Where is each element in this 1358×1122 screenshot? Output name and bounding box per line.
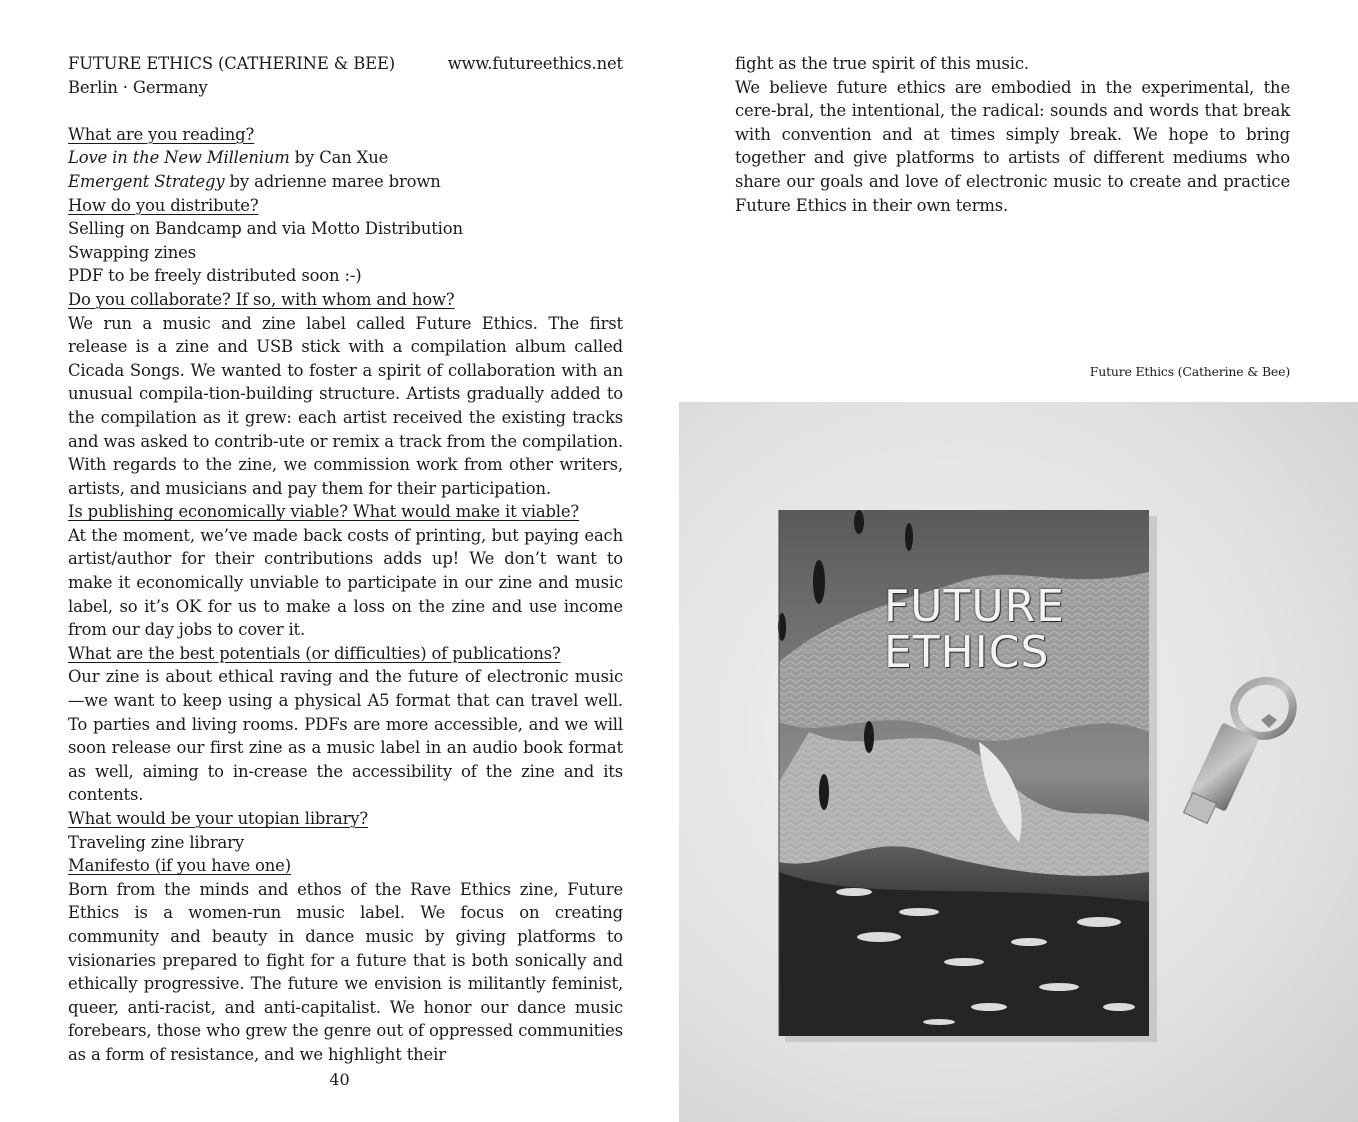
photo-caption: Future Ethics (Catherine & Bee) — [1089, 364, 1290, 379]
usb-key — [1184, 681, 1293, 824]
answer-potentials: Our zine is about ethical raving and the future of electronic music—we want to keep using a physical A5 format that can travel well. To parties and living rooms. PDFs are more accessible, and we will soon release our first zine as a music label in an audio book format as well, aiming to in-crease the accessibility of the zine and its contents. — [68, 667, 623, 805]
right-page — [679, 0, 1358, 1122]
zine-cover-title — [884, 581, 1065, 678]
answer-distribute-1: Selling on Bandcamp and via Motto Distribution — [68, 219, 463, 239]
book-1-author: by Can Xue — [289, 148, 389, 168]
answer-collaborate: We run a music and zine label called Future Ethics. The first release is a zine and USB stick with a compilation album called Cicada Songs. We wanted to foster a spirit of collaboration with an unusual compila-tion-building structure. Artists gradually added to the compilation as it grew: each artist received the existing tracks and was asked to contrib-ute or remix a track from the compilation. With regards to the zine, we commission work from other writers, artists, and musicians and pay them for their participation. — [68, 313, 623, 498]
answer-viable: At the moment, we’ve made back costs of printing, but paying each artist/author for their contributions adds up! We don’t want to make it economically unviable to participate in our zine and music label, so it’s OK for us to make a loss on the zine and use income from our day jobs to cover it. — [68, 525, 623, 640]
answer-distribute-2: Swapping zines — [68, 242, 196, 262]
question-utopian: What would be your utopian library? — [68, 809, 369, 828]
page-header — [68, 52, 623, 76]
location: Berlin · Germany — [68, 77, 208, 97]
answer-utopian: Traveling zine library — [68, 832, 244, 852]
page-number: 40 — [329, 1070, 350, 1089]
cover-title-line-2: ETHICS — [884, 627, 1050, 678]
interview-text — [68, 52, 623, 1067]
book-2-author: by adrienne maree brown — [224, 171, 441, 191]
header-name: FUTURE ETHICS (CATHERINE & BEE) — [68, 54, 396, 73]
question-collaborate: Do you collaborate? If so, with whom and how? — [68, 289, 455, 309]
manifesto-paragraph: We believe future ethics are embodied in the experimental, the cere-bral, the intentional, the radical: sounds and words that break with convention and at times simply break. We hope to bring together and give platforms to artists of different mediums who share our goals and love of electronic music to create and practice Future Ethics in their own terms. — [735, 77, 1290, 215]
question-potentials: What are the best potentials (or difficulties) of publications? — [68, 643, 561, 663]
zine-and-usb-illustration — [679, 402, 1358, 1122]
answer-book-2 — [68, 170, 623, 194]
header-url: www.futureethics.net — [447, 54, 623, 73]
question-reading: What are you reading? — [68, 124, 255, 144]
question-manifesto: Manifesto (if you have one) — [68, 856, 291, 876]
manifesto-continued — [735, 52, 1290, 217]
book-2-title: Emergent Strategy — [68, 171, 225, 191]
cover-title-line-1: FUTURE — [884, 581, 1065, 632]
answer-book-1 — [68, 146, 623, 170]
zine-photo — [679, 402, 1358, 1122]
answer-manifesto: Born from the minds and ethos of the Rave Ethics zine, Future Ethics is a women-run music label. We focus on creating community and beauty in dance music by giving platforms to visionaries prepared to fight for a future that is both sonically and ethically progressive. The future we envision is militantly feminist, queer, anti-racist, and anti-capitalist. We honor our dance music forebears, those who grew the genre out of oppressed communities as a form of resistance, and we highlight their — [68, 879, 623, 1064]
question-viable: Is publishing economically viable? What would make it viable? — [68, 502, 580, 522]
question-distribute: How do you distribute? — [68, 195, 259, 215]
book-1-title: Love in the New Millenium — [68, 148, 290, 168]
continued-line: fight as the true spirit of this music. — [735, 54, 1029, 73]
answer-distribute-3: PDF to be freely distributed soon :-) — [68, 266, 362, 286]
